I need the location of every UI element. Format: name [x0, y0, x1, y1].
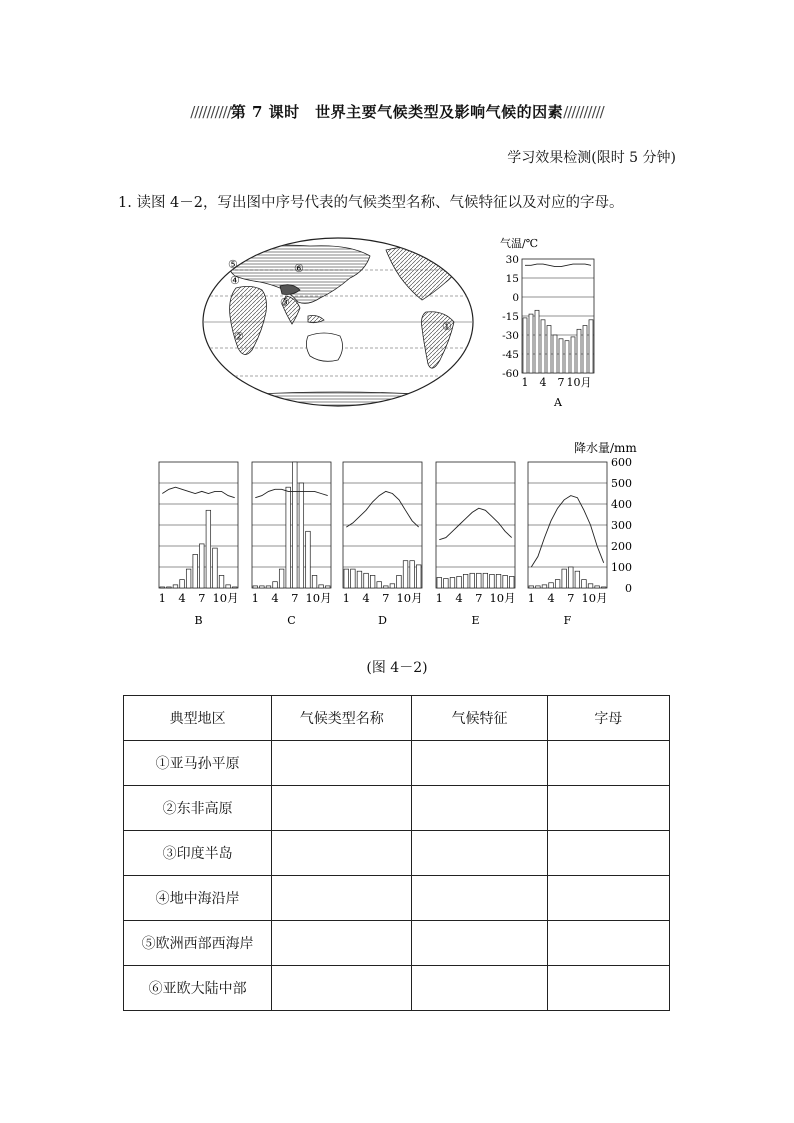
climate-chart-e [436, 462, 516, 627]
chart-bar [470, 573, 475, 588]
region-cell: ①亚马孙平原 [124, 741, 272, 786]
chart-label: B [194, 614, 203, 627]
chart-bar [167, 587, 172, 588]
chart-xtick: 10月 [581, 591, 608, 605]
chart-a-bar [547, 326, 551, 374]
chart-temperature-line [531, 496, 603, 567]
table-row [124, 966, 670, 1011]
climate-type-cell[interactable] [272, 876, 412, 921]
chart-a-bar [535, 310, 539, 373]
chart-a-xtick: 4 [539, 376, 547, 389]
chart-xtick: 1 [435, 591, 443, 605]
precipitation-ytick: 300 [611, 519, 632, 532]
letter-cell[interactable] [547, 831, 669, 876]
chart-label: C [287, 614, 296, 627]
chart-bar [273, 582, 278, 588]
chart-bar [582, 580, 587, 588]
chart-bar [232, 587, 237, 588]
climate-type-cell[interactable] [272, 966, 412, 1011]
header-climate-feature: 气候特征 [412, 696, 547, 741]
chart-xtick: 4 [362, 591, 370, 605]
precipitation-ytick: 0 [625, 582, 632, 595]
letter-cell[interactable] [547, 921, 669, 966]
chart-temperature-line [439, 508, 511, 540]
map-label-1: ① [442, 320, 452, 333]
figure-caption: (图 4－2) [366, 660, 428, 676]
chart-a-bar [583, 326, 587, 374]
chart-a-ytick: -30 [502, 330, 519, 342]
question-text: 1. 读图 4－2，写出图中序号代表的气候类型名称、气候特征以及对应的字母。 [118, 195, 624, 211]
chart-xtick: 1 [342, 591, 350, 605]
chart-bar [293, 462, 298, 588]
chart-bar [260, 586, 265, 588]
chart-bar [490, 574, 495, 588]
chart-bar [450, 578, 455, 589]
chart-temperature-line [162, 487, 234, 498]
chart-bar [437, 578, 442, 589]
chart-bar [357, 571, 362, 588]
chart-bar [397, 575, 402, 588]
table-row [124, 921, 670, 966]
chart-bar [344, 569, 349, 588]
region-cell: ②东非高原 [124, 786, 272, 831]
chart-bar [390, 584, 395, 588]
chart-bar [266, 586, 271, 588]
title-right-hatch: ////////// [563, 103, 604, 121]
chart-bar [180, 580, 185, 588]
chart-xtick: 4 [271, 591, 279, 605]
chart-bar [319, 585, 324, 588]
chart-a-temperature-line [525, 264, 591, 267]
table-row [124, 786, 670, 831]
climate-feature-cell[interactable] [412, 966, 547, 1011]
table-row [124, 741, 670, 786]
chart-bar [503, 575, 508, 588]
chart-bar [377, 582, 382, 588]
chart-bar [279, 569, 284, 588]
chart-bar [529, 586, 534, 588]
chart-bar [206, 510, 211, 588]
chart-a-bar [589, 320, 593, 373]
chart-bar [226, 585, 231, 588]
climate-chart-b [159, 462, 239, 627]
chart-bar [200, 544, 205, 588]
chart-xtick: 4 [178, 591, 186, 605]
subtitle: 学习效果检测(限时 5 分钟) [507, 150, 676, 166]
chart-a-ytick: -15 [502, 311, 519, 323]
chart-xtick: 10月 [489, 591, 516, 605]
climate-feature-cell[interactable] [412, 921, 547, 966]
chart-a-ylabel: 气温/℃ [500, 237, 539, 250]
precipitation-ytick: 600 [611, 456, 632, 469]
chart-bar [477, 573, 482, 588]
chart-a-ytick: -45 [502, 349, 519, 361]
chart-bar [286, 487, 291, 588]
chart-label: E [471, 614, 480, 627]
chart-bar [325, 586, 330, 588]
climate-feature-cell[interactable] [412, 876, 547, 921]
region-cell: ⑤欧洲西部西海岸 [124, 921, 272, 966]
world-map [200, 236, 476, 410]
chart-temperature-line [346, 491, 418, 527]
chart-bar [457, 576, 462, 588]
chart-xtick: 4 [547, 591, 555, 605]
title-text: 第 7 课时 世界主要气候类型及影响气候的因素 [230, 103, 564, 121]
chart-bar [575, 571, 580, 588]
climate-type-cell[interactable] [272, 921, 412, 966]
chart-bar [483, 573, 488, 588]
climate-chart-d [343, 462, 423, 627]
chart-temperature-line [255, 489, 327, 497]
precipitation-ytick: 200 [611, 540, 632, 553]
chart-bar [403, 561, 408, 588]
table-row [124, 876, 670, 921]
chart-bar [160, 587, 165, 588]
chart-bar [193, 554, 198, 588]
climate-type-cell[interactable] [272, 831, 412, 876]
chart-xtick: 7 [291, 591, 299, 605]
chart-bar [463, 574, 468, 588]
chart-xtick: 1 [527, 591, 535, 605]
climate-feature-cell[interactable] [412, 831, 547, 876]
chart-bar [444, 579, 449, 588]
climate-chart-a [494, 234, 604, 410]
chart-bar [569, 567, 574, 588]
chart-xtick: 7 [567, 591, 575, 605]
precipitation-ytick: 500 [611, 477, 632, 490]
chart-bar [186, 569, 191, 588]
header-letter: 字母 [547, 696, 669, 741]
chart-xtick: 10月 [396, 591, 423, 605]
chart-bar [253, 586, 258, 588]
climate-chart-c [252, 462, 332, 627]
climate-type-cell[interactable] [272, 786, 412, 831]
chart-a-xtick: 10月 [566, 376, 592, 389]
chart-xtick: 1 [158, 591, 166, 605]
chart-xtick: 1 [251, 591, 259, 605]
chart-a-bar [541, 320, 545, 373]
chart-bar [536, 586, 541, 588]
chart-bar [588, 584, 593, 588]
region-cell: ⑥亚欧大陆中部 [124, 966, 272, 1011]
letter-cell[interactable] [547, 876, 669, 921]
chart-a-bar [529, 314, 533, 373]
chart-label: D [378, 614, 387, 627]
chart-a-xtick: 7 [557, 376, 565, 389]
chart-xtick: 10月 [212, 591, 239, 605]
chart-a-xtick: 1 [521, 376, 529, 389]
chart-bar [213, 548, 218, 588]
chart-bar [601, 587, 606, 588]
chart-bar [595, 586, 600, 588]
chart-a-ytick: 0 [512, 292, 519, 304]
title-left-hatch: ////////// [190, 103, 231, 121]
letter-cell[interactable] [547, 786, 669, 831]
chart-bar [509, 576, 514, 588]
climate-type-cell[interactable] [272, 741, 412, 786]
map-label-5: ⑤ [228, 258, 238, 271]
chart-a-ytick: 30 [505, 254, 519, 266]
chart-bar [555, 580, 560, 588]
chart-a-ytick: -60 [502, 368, 519, 380]
chart-xtick: 4 [455, 591, 463, 605]
chart-bar [312, 575, 317, 588]
precipitation-ytick: 400 [611, 498, 632, 511]
chart-bar [384, 586, 389, 588]
chart-bar [542, 585, 547, 588]
precipitation-ylabel: 降水量/mm [574, 441, 637, 455]
climate-feature-cell[interactable] [412, 741, 547, 786]
chart-xtick: 10月 [305, 591, 332, 605]
chart-a-bar [559, 339, 563, 373]
header-climate-type: 气候类型名称 [272, 696, 412, 741]
chart-a-ytick: 15 [505, 273, 519, 285]
chart-bar [219, 575, 224, 588]
chart-a-bar [523, 318, 527, 373]
precipitation-ytick: 100 [611, 561, 632, 574]
chart-bar [370, 575, 375, 588]
chart-bar [364, 573, 369, 588]
chart-bar [306, 531, 311, 588]
climate-chart-f [528, 462, 608, 627]
chart-a-bar [577, 329, 581, 373]
chart-bar [173, 585, 178, 588]
chart-a-bar [565, 341, 569, 373]
letter-cell[interactable] [547, 966, 669, 1011]
region-cell: ④地中海沿岸 [124, 876, 272, 921]
climate-feature-cell[interactable] [412, 786, 547, 831]
chart-xtick: 7 [475, 591, 483, 605]
chart-bar [562, 569, 567, 588]
map-label-4: ④ [230, 274, 240, 287]
page-title [0, 101, 794, 122]
chart-a-bar [553, 335, 557, 373]
header-region: 典型地区 [124, 696, 272, 741]
table-row [124, 831, 670, 876]
letter-cell[interactable] [547, 741, 669, 786]
climate-charts-bf [150, 436, 640, 636]
chart-a-label: A [554, 396, 562, 409]
chart-bar [410, 561, 415, 588]
chart-bar [549, 583, 554, 588]
chart-xtick: 7 [198, 591, 206, 605]
map-label-2: ② [234, 330, 244, 343]
map-label-6: ⑥ [294, 262, 304, 275]
region-cell: ③印度半岛 [124, 831, 272, 876]
chart-bar [299, 483, 304, 588]
chart-bar [351, 569, 356, 588]
chart-bar [416, 565, 421, 588]
table-header-row [124, 696, 670, 741]
chart-a-bar [571, 337, 575, 373]
chart-label: F [563, 614, 572, 627]
answer-table [123, 695, 670, 1011]
chart-bar [496, 574, 501, 588]
chart-xtick: 7 [382, 591, 390, 605]
map-label-3: ③ [280, 296, 290, 309]
